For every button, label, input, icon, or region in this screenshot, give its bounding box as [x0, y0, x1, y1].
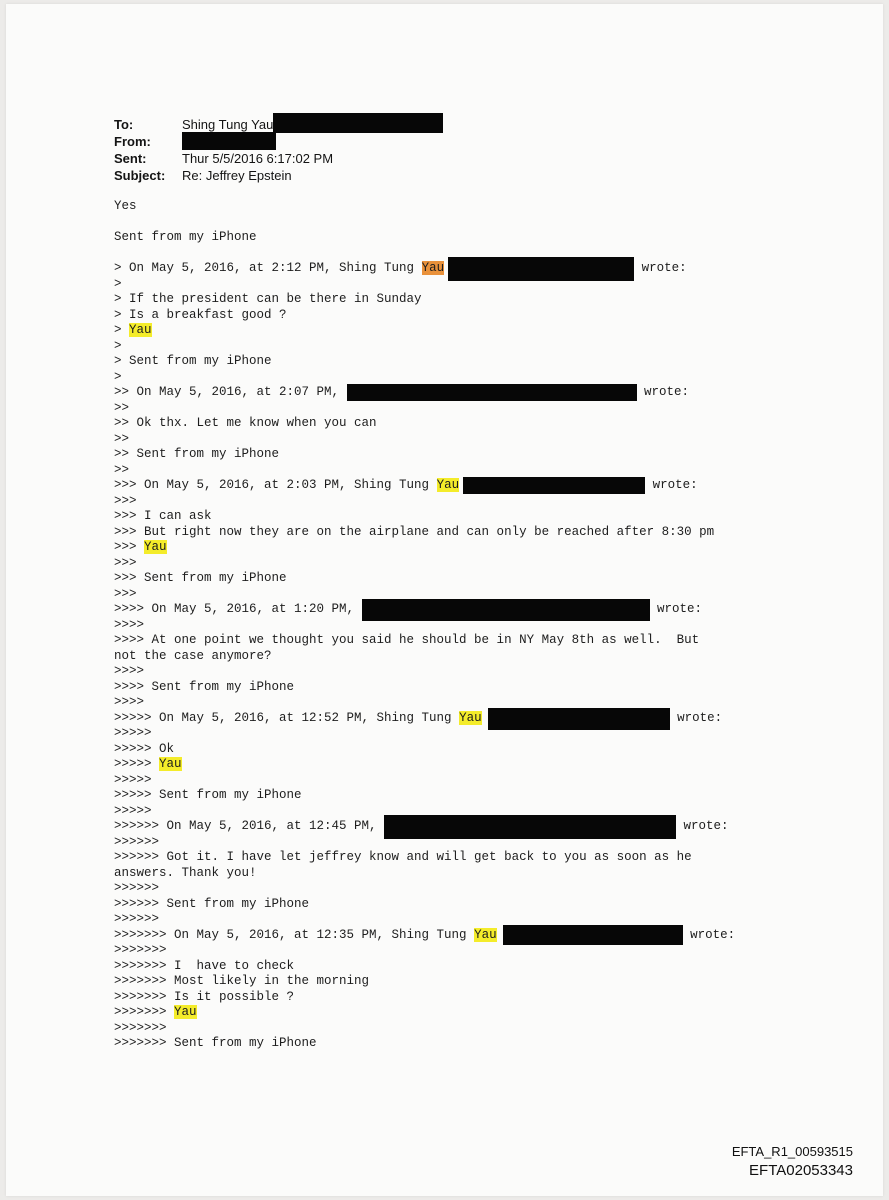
name-highlight: Yau: [474, 927, 497, 942]
body-line: >>> Yau: [114, 540, 167, 554]
name-highlight: Yau: [459, 710, 482, 725]
body-line: >>: [114, 462, 130, 477]
body-line: >>>>>>> Yau: [114, 1005, 197, 1019]
body-line: >>>: [114, 555, 137, 570]
body-line: >>>>>: [114, 772, 152, 787]
body-line: >>>>>> Got it. I have let jeffrey know and will get back to you as soon as he: [114, 850, 692, 864]
body-line: Sent from my iPhone: [114, 230, 257, 244]
redaction-block: [273, 113, 443, 133]
body-line: >>>>: [114, 664, 145, 678]
document-id-2: EFTA02053343: [749, 1162, 853, 1179]
body-line: >>>>>>> Is it possible ?: [114, 989, 295, 1004]
name-highlight: Yau: [144, 540, 167, 554]
body-line: >>>>> Yau: [114, 757, 182, 771]
subject-value: Re: Jeffrey Epstein: [182, 168, 292, 183]
body-line: >>>>>> Sent from my iPhone: [114, 896, 310, 911]
body-line: >>>>>>> Most likely in the morning: [114, 974, 370, 988]
document-id-1: EFTA_R1_00593515: [731, 1144, 853, 1159]
redaction-block: [503, 925, 683, 945]
body-line: > Yau: [114, 323, 152, 337]
name-highlight: Yau: [421, 261, 445, 275]
sent-label: Sent:: [114, 151, 147, 166]
body-line: >>> Sent from my iPhone: [114, 571, 287, 585]
name-highlight: Yau: [159, 757, 182, 771]
body-line: >>: [114, 400, 130, 415]
name-highlight: Yau: [174, 1005, 197, 1019]
redaction-block: [182, 132, 276, 150]
body-line: >>>>>: [114, 803, 152, 818]
body-line: >>>>>>: [114, 881, 160, 895]
body-line: >>>>>>: [114, 912, 160, 926]
body-line: >>>>>: [114, 726, 152, 740]
body-line: >>>>> Sent from my iPhone: [114, 788, 302, 802]
quote-header-line: > On May 5, 2016, at 2:12 PM, Shing Tung Yau wrote:: [114, 261, 874, 277]
body-line: not the case anymore?: [114, 648, 272, 663]
name-highlight: Yau: [436, 478, 460, 492]
quote-header-line: >>>>>> On May 5, 2016, at 12:45 PM, wrote:: [114, 819, 874, 835]
body-line: >>>: [114, 586, 137, 601]
body-line: >: [114, 369, 122, 384]
quote-header-line: >>> On May 5, 2016, at 2:03 PM, Shing Tung Yau wrote:: [114, 478, 698, 492]
subject-label: Subject:: [114, 168, 166, 183]
body-line: >>>>: [114, 617, 145, 632]
document-page: [6, 4, 883, 1196]
from-label: From:: [114, 134, 151, 149]
body-line: >>> I can ask: [114, 509, 212, 523]
document-ids: [732, 1143, 853, 1180]
body-line: >>>>: [114, 695, 145, 709]
body-line: > Is a breakfast good ?: [114, 307, 287, 322]
body-line: >>>>> Ok: [114, 741, 175, 756]
quote-header-line: >> On May 5, 2016, at 2:07 PM, wrote:: [114, 385, 690, 399]
body-line: > Sent from my iPhone: [114, 354, 272, 368]
body-line: >>>>>>: [114, 834, 160, 849]
body-line: >>: [114, 431, 130, 446]
name-highlight: Yau: [129, 323, 152, 337]
to-value: Shing Tung Yau: [182, 117, 274, 132]
email-body: [114, 199, 874, 1052]
body-line: >>>>>>>: [114, 943, 167, 957]
redaction-block: [463, 477, 645, 494]
redaction-block: [347, 384, 637, 401]
body-line: Yes: [114, 199, 137, 213]
quote-header-line: >>>> On May 5, 2016, at 1:20 PM, wrote:: [114, 602, 874, 618]
body-line: >: [114, 276, 122, 291]
body-line: >>>>>>> Sent from my iPhone: [114, 1036, 317, 1050]
body-line: answers. Thank you!: [114, 865, 257, 880]
body-line: >>>> Sent from my iPhone: [114, 679, 295, 694]
body-line: >> Ok thx. Let me know when you can: [114, 416, 377, 430]
body-line: > If the president can be there in Sunday: [114, 292, 422, 306]
body-line: >>>> At one point we thought you said he should be in NY May 8th as well. But: [114, 633, 700, 647]
quote-header-line: >>>>>>> On May 5, 2016, at 12:35 PM, Shing Tung Yau wrote:: [114, 928, 874, 944]
body-line: >> Sent from my iPhone: [114, 447, 280, 461]
body-line: >>>>>>>: [114, 1020, 167, 1035]
body-line: >>>: [114, 493, 137, 508]
quote-header-line: >>>>> On May 5, 2016, at 12:52 PM, Shing Tung Yau wrote:: [114, 711, 874, 727]
body-line: >: [114, 338, 122, 353]
body-line: >>>>>>> I have to check: [114, 958, 295, 973]
body-line: >>> But right now they are on the airplane and can only be reached after 8:30 pm: [114, 524, 715, 539]
sent-value: Thur 5/5/2016 6:17:02 PM: [182, 151, 334, 166]
to-label: To:: [114, 117, 134, 132]
